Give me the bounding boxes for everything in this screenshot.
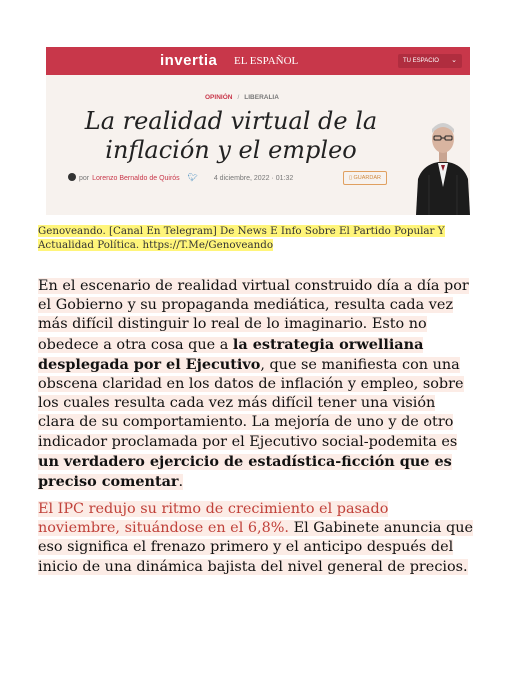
article-header-card [46,47,470,215]
p2-text-b: El Gabinete anuncia que eso significa el frenazo primero y el anticipo después del inicio de una dinámica bajista del nivel general de precios. [38,520,474,575]
p1-bold-d: un verdadero ejercicio de estadística-ficción que es preciso comentar [38,452,452,491]
by-prefix: por [79,175,90,182]
article-title: La realidad virtual de la inflación y el empleo [84,107,378,164]
body-paragraph-1 [38,277,474,492]
brand-logo[interactable]: invertia [160,52,218,69]
section-link[interactable]: OPINIÓN [205,94,233,101]
tu-espacio-button[interactable] [398,54,462,68]
p1-text-a: En el escenario de realidad virtual construido día a día por el Gobierno y su propaganda mediática, resulta cada vez más difícil distinguir lo real de lo imaginario. Esto no obedece a otra cosa que a [38,278,469,353]
subsection-link[interactable]: LIBERALIA [244,94,279,101]
source-note [38,224,478,252]
body-paragraph-2 [38,500,474,577]
partner-logo[interactable]: EL ESPAÑOL [234,55,299,67]
author-portrait [416,117,470,215]
author-avatar-icon [68,173,76,181]
chevron-down-icon: ⌄ [451,57,457,64]
bookmark-icon: ▯ [348,175,352,181]
p2-highlight-quote: El IPC redujo su ritmo de crecimiento el pasado noviembre, situándose en el 6,8%. [38,501,389,537]
p1-text-c: , que se manifiesta con una obscena claridad en los datos de inflación y empleo, sobre los cuales resulta cada vez más difícil tener una visión clara de su comportamiento. La mejoría de uno y de otro indicador proclamada por el Ejecutivo social-podemita es [38,356,464,450]
p1-text-e: . [178,474,184,491]
brand-bar [46,47,470,75]
author-link[interactable]: Lorenzo Bernaldo de Quirós [92,175,180,182]
p1-bold-b: la estrategia orwelliana desplegada por el Ejecutivo [38,335,424,373]
byline [68,173,293,182]
breadcrumb [205,94,279,101]
publish-date: 4 diciembre, 2022 · 01:32 [213,175,294,182]
tu-espacio-label: TU ESPACIO [403,58,439,64]
twitter-icon[interactable]: 🐦︎ [187,173,198,182]
source-note-text: Genoveando. [Canal En Telegram] De News E Info Sobre El Partido Popular Y Actualidad Política. https://T.Me/Genoveando [38,225,445,251]
save-button[interactable] [343,171,387,185]
breadcrumb-separator: / [237,94,240,101]
save-label: GUARDAR [353,175,382,181]
